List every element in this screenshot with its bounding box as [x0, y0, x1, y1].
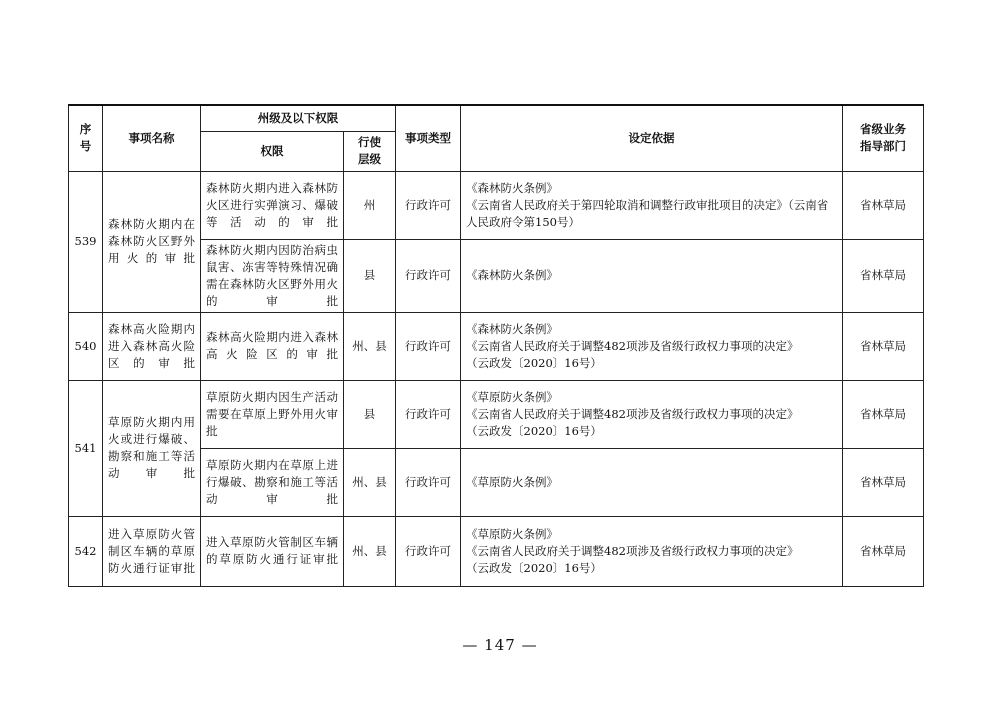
row-basis: [461, 516, 843, 586]
row-name: 森林防火期内在森林防火区野外用火的审批: [103, 171, 201, 312]
row-name: 进入草原防火管制区车辆的草原防火通行证审批: [103, 516, 201, 586]
authority-table: [68, 104, 924, 587]
row-basis: [461, 448, 843, 516]
row-seq: 541: [69, 380, 103, 516]
row-basis: [461, 239, 843, 312]
row-authority: 森林高火险期内进入森林高火险区的审批: [201, 312, 344, 380]
row-type: 行政许可: [396, 448, 461, 516]
row-seq: 539: [69, 171, 103, 312]
row-seq: 540: [69, 312, 103, 380]
basis-line: 《森林防火条例》: [466, 321, 558, 336]
row-dept: 省林草局: [843, 380, 924, 448]
header-name: 事项名称: [103, 105, 201, 171]
basis-line: 《云南省人民政府关于第四轮取消和调整行政审批项目的决定》（云南省人民政府令第150号）: [466, 197, 829, 229]
row-name: 森林高火险期内进入森林高火险区的审批: [103, 312, 201, 380]
header-authority-group: 州级及以下权限: [201, 105, 396, 131]
header-level: 行使层级: [344, 131, 396, 171]
row-type: 行政许可: [396, 171, 461, 239]
header-authority: 权限: [201, 131, 344, 171]
row-name: 草原防火期内用火或进行爆破、勘察和施工等活动审批: [103, 380, 201, 516]
row-basis: [461, 312, 843, 380]
row-basis: [461, 171, 843, 239]
header-type: 事项类型: [396, 105, 461, 171]
table-row: [69, 312, 924, 380]
row-level: 县: [344, 380, 396, 448]
row-seq: 542: [69, 516, 103, 586]
table-row: [69, 380, 924, 448]
row-type: 行政许可: [396, 312, 461, 380]
basis-line: 《云南省人民政府关于调整482项涉及省级行政权力事项的决定》: [466, 406, 799, 421]
row-authority: 草原防火期内在草原上进行爆破、勘察和施工等活动审批: [201, 448, 344, 516]
row-type: 行政许可: [396, 239, 461, 312]
table-row: [69, 516, 924, 586]
row-level: 州、县: [344, 448, 396, 516]
row-dept: 省林草局: [843, 312, 924, 380]
header-dept: 省级业务指导部门: [843, 105, 924, 171]
basis-line: （云政发〔2020〕16号）: [466, 355, 602, 370]
row-level: 县: [344, 239, 396, 312]
row-type: 行政许可: [396, 516, 461, 586]
basis-line: （云政发〔2020〕16号）: [466, 423, 602, 438]
basis-line: 《云南省人民政府关于调整482项涉及省级行政权力事项的决定》: [466, 338, 799, 353]
row-level: 州、县: [344, 516, 396, 586]
basis-line: 《草原防火条例》: [466, 389, 558, 404]
basis-line: 《草原防火条例》: [466, 474, 558, 489]
basis-line: 《云南省人民政府关于调整482项涉及省级行政权力事项的决定》: [466, 543, 799, 558]
row-level: 州: [344, 171, 396, 239]
page-number: — 147 —: [462, 636, 538, 654]
row-authority: 进入草原防火管制区车辆的草原防火通行证审批: [201, 516, 344, 586]
table-row: [69, 171, 924, 239]
row-authority: 草原防火期内因生产活动需要在草原上野外用火审批: [201, 380, 344, 448]
row-dept: 省林草局: [843, 516, 924, 586]
row-type: 行政许可: [396, 380, 461, 448]
row-authority: 森林防火期内进入森林防火区进行实弹演习、爆破等活动的审批: [201, 171, 344, 239]
row-basis: [461, 380, 843, 448]
basis-line: 《草原防火条例》: [466, 526, 558, 541]
row-dept: 省林草局: [843, 239, 924, 312]
header-seq: 序号: [69, 105, 103, 171]
header-basis: 设定依据: [461, 105, 843, 171]
row-level: 州、县: [344, 312, 396, 380]
basis-line: （云政发〔2020〕16号）: [466, 560, 602, 575]
basis-line: 《森林防火条例》: [466, 180, 558, 195]
basis-line: 《森林防火条例》: [466, 268, 558, 282]
row-dept: 省林草局: [843, 448, 924, 516]
row-dept: 省林草局: [843, 171, 924, 239]
row-authority: 森林防火期内因防治病虫鼠害、冻害等特殊情况确需在森林防火区野外用火的审批: [201, 239, 344, 312]
